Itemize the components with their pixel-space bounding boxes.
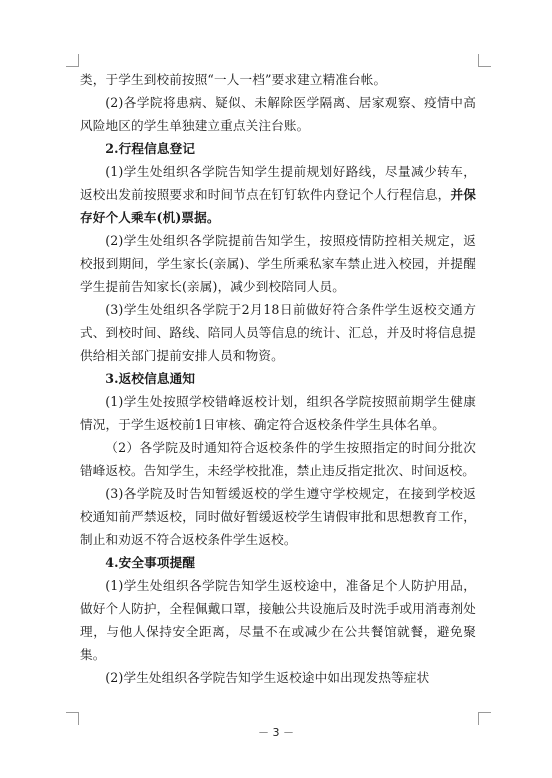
paragraph: (2)学生处组织各学院提前告知学生，按照疫情防控相关规定，返校报到期间，学生家长(亲属)、学生所乘私家车禁止进入校园，并提醒学生提前告知家长(亲属)，减少到校陪同人员。 xyxy=(80,233,476,294)
document-body xyxy=(80,68,476,689)
paragraph: （2）各学院及时通知符合返校条件的学生按照指定的时间分批次错峰返校。告知学生，未经学校批准，禁止违反指定批次、时间返校。 xyxy=(80,440,476,478)
page-number: － 3 － xyxy=(258,726,294,739)
paragraph-bold-text: 并保存好个人乘车(机)票据。 xyxy=(80,187,476,225)
paragraph: (3)各学院及时告知暂缓返校的学生遵守学校规定，在接到学校返校通知前严禁返校，同时做好暂缓返校学生请假审批和思想教育工作，制止和劝返不符合返校条件学生返校。 xyxy=(80,486,476,547)
paragraph: (1)学生处按照学校错峰返校计划，组织各学院按照前期学生健康情况，于学生返校前1日审核、确定符合返校条件学生具体名单。 xyxy=(80,394,476,432)
section-heading: 4.安全事项提醒 xyxy=(105,555,196,570)
paragraph xyxy=(80,160,476,229)
paragraph: (2)各学院将患病、疑似、未解除医学隔离、居家观察、疫情中高风险地区的学生单独建立重点关注台账。 xyxy=(80,95,476,133)
crop-mark-top-left xyxy=(66,54,79,67)
paragraph-continuation: 类，于学生到校前按照“一人一档”要求建立精准台帐。 xyxy=(80,72,387,87)
paragraph: (2)学生处组织各学院告知学生返校途中如出现发热等症状 xyxy=(105,670,430,685)
section-heading: 2.行程信息登记 xyxy=(105,141,196,156)
paragraph-text: (1)学生处组织各学院告知学生提前规划好路线，尽量减少转车，返校出发前按照要求和时间节点在钉钉软件内登记个人行程信息， xyxy=(80,164,476,202)
paragraph: (3)学生处组织各学院于2月18日前做好符合条件学生返校交通方式、到校时间、路线、陪同人员等信息的统计、汇总，并及时将信息提供给相关部门提前安排人员和物资。 xyxy=(80,302,476,363)
paragraph: (1)学生处组织各学院告知学生返校途中，准备足个人防护用品，做好个人防护，全程佩戴口罩，接触公共设施后及时洗手或用消毒剂处理，与他人保持安全距离，尽量不在或减少在公共餐馆就餐，避免聚集。 xyxy=(80,578,476,662)
section-heading: 3.返校信息通知 xyxy=(105,371,196,386)
crop-mark-top-right xyxy=(478,54,491,67)
